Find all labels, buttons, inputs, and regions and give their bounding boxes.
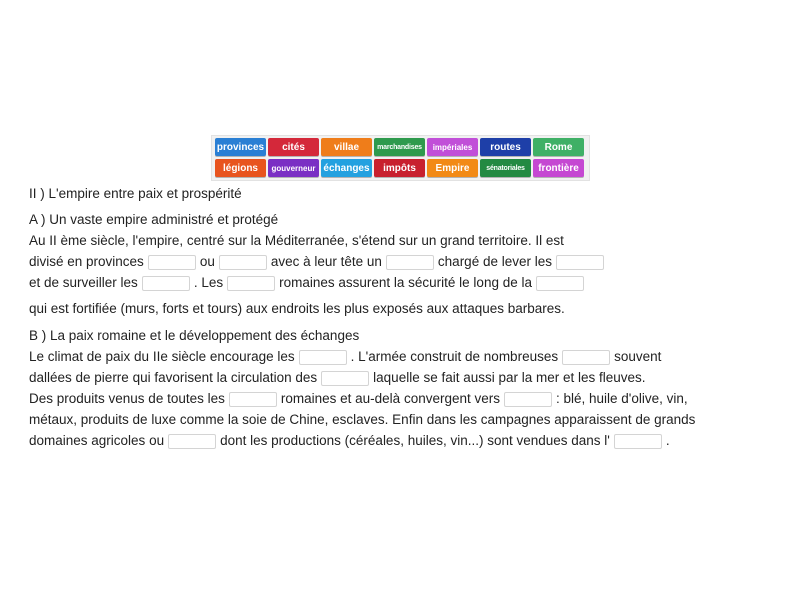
text-segment: avec à leur tête un	[270, 254, 382, 269]
section-a-heading: A ) Un vaste empire administré et protégé	[29, 212, 279, 227]
blank-3[interactable]	[386, 255, 434, 270]
text-segment: Le climat de paix du IIe siècle encourage les	[29, 349, 295, 364]
page-title: II ) L'empire entre paix et prospérité	[29, 186, 242, 201]
section-b-heading: B ) La paix romaine et le développement des échanges	[29, 328, 360, 343]
text-line	[29, 430, 670, 451]
word-tile-empire[interactable]: Empire	[427, 159, 478, 177]
text-line	[29, 346, 661, 367]
blank-5[interactable]	[142, 276, 190, 291]
text-line	[29, 388, 688, 409]
blank-1[interactable]	[148, 255, 196, 270]
word-tile-gouverneur[interactable]: gouverneur	[268, 159, 319, 177]
blank-6[interactable]	[227, 276, 275, 291]
text-line: Au II ème siècle, l'empire, centré sur la Méditerranée, s'étend sur un grand territoire. Il est	[29, 233, 564, 248]
blank-2[interactable]	[219, 255, 267, 270]
text-segment: et de surveiller les	[29, 275, 138, 290]
text-segment: domaines agricoles ou	[29, 433, 165, 448]
text-segment: souvent	[614, 349, 662, 364]
blank-4[interactable]	[556, 255, 604, 270]
word-tile-legions[interactable]: légions	[215, 159, 266, 177]
text-segment: chargé de lever les	[437, 254, 552, 269]
text-line	[29, 367, 646, 388]
text-line: métaux, produits de luxe comme la soie de Chine, esclaves. Enfin dans les campagnes apparaissent de grands	[29, 412, 696, 427]
text-line	[29, 272, 588, 293]
word-tile-echanges[interactable]: échanges	[321, 159, 372, 177]
text-segment: divisé en provinces	[29, 254, 144, 269]
text-segment: Des produits venus de toutes les	[29, 391, 225, 406]
text-segment: .	[665, 433, 670, 448]
word-tile-impots[interactable]: impôts	[374, 159, 425, 177]
blank-9[interactable]	[562, 350, 610, 365]
word-tile-rome[interactable]: Rome	[533, 138, 584, 156]
text-segment: laquelle se fait aussi par la mer et les fleuves.	[373, 370, 646, 385]
blank-13[interactable]	[168, 434, 216, 449]
text-segment: romaines assurent la sécurité le long de la	[279, 275, 532, 290]
word-tile-provinces[interactable]: provinces	[215, 138, 266, 156]
blank-7[interactable]	[536, 276, 584, 291]
text-segment: : blé, huile d'olive, vin,	[556, 391, 688, 406]
text-segment: dont les productions (céréales, huiles, vin...) sont vendues dans l'	[220, 433, 610, 448]
word-tile-cites[interactable]: cités	[268, 138, 319, 156]
word-tile-villae[interactable]: villae	[321, 138, 372, 156]
blank-8[interactable]	[299, 350, 347, 365]
blank-10[interactable]	[321, 371, 369, 386]
text-segment: . Les	[193, 275, 224, 290]
text-segment: . L'armée construit de nombreuses	[350, 349, 559, 364]
text-segment: romaines et au-delà convergent vers	[280, 391, 500, 406]
text-segment: ou	[199, 254, 215, 269]
word-bank	[211, 135, 590, 181]
text-segment: dallées de pierre qui favorisent la circulation des	[29, 370, 318, 385]
text-line: qui est fortifiée (murs, forts et tours) aux endroits les plus exposés aux attaques barbares.	[29, 301, 565, 316]
blank-11[interactable]	[229, 392, 277, 407]
word-tile-marchandises[interactable]: marchandises	[374, 138, 425, 156]
word-tile-frontiere[interactable]: frontière	[533, 159, 584, 177]
word-tile-senatoriales[interactable]: sénatoriales	[480, 159, 531, 177]
text-line	[29, 251, 608, 272]
blank-14[interactable]	[614, 434, 662, 449]
word-tile-routes[interactable]: routes	[480, 138, 531, 156]
word-tile-imperiales[interactable]: impériales	[427, 138, 478, 156]
blank-12[interactable]	[504, 392, 552, 407]
